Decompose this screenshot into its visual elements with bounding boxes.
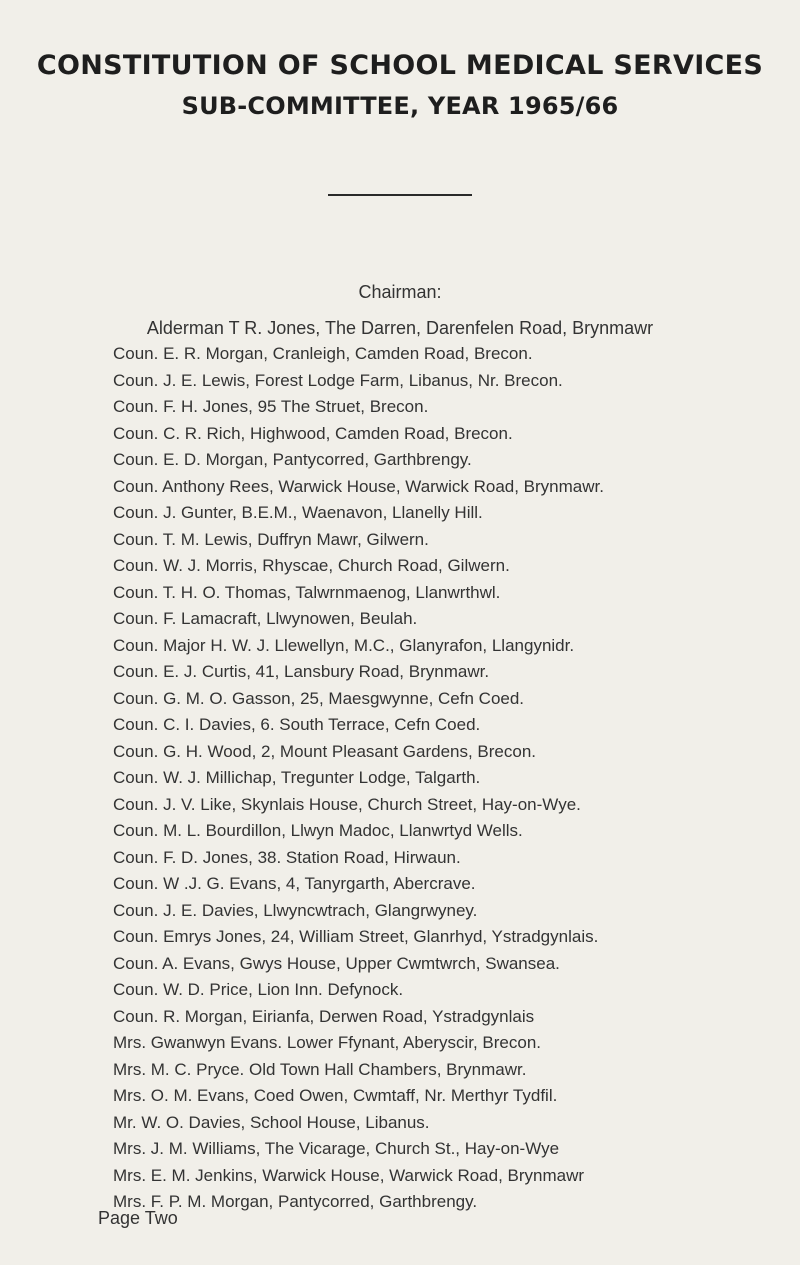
document-title: CONSTITUTION OF SCHOOL MEDICAL SERVICES <box>36 50 764 81</box>
list-item: Coun. Emrys Jones, 24, William Street, Glanrhyd, Ystradgynlais. <box>113 927 599 946</box>
list-item: Coun. G. H. Wood, 2, Mount Pleasant Gardens, Brecon. <box>113 741 537 761</box>
list-item: Coun. T. M. Lewis, Duffryn Mawr, Gilwern. <box>113 529 429 549</box>
list-item: Coun. R. Morgan, Eirianfa, Derwen Road, Ystradgynlais <box>113 1006 535 1026</box>
list-item: Coun. Major H. W. J. Llewellyn, M.C., Glanyrafon, Llangynidr. <box>113 635 575 655</box>
list-item: Coun. E. J. Curtis, 41, Lansbury Road, Brynmawr. <box>113 662 490 681</box>
list-item: Mrs. O. M. Evans, Coed Owen, Cwmtaff, Nr. Merthyr Tydfil. <box>113 1086 558 1105</box>
list-item: Coun. C. R. Rich, Highwood, Camden Road, Brecon. <box>113 423 513 443</box>
list-item: Coun. E. R. Morgan, Cranleigh, Camden Road, Brecon. <box>113 344 533 363</box>
document-subtitle: SUB-COMMITTEE, YEAR 1965/66 <box>181 92 619 120</box>
list-item: Coun. Anthony Rees, Warwick House, Warwick Road, Brynmawr. <box>113 476 604 496</box>
list-item: Mrs. M. C. Pryce. Old Town Hall Chambers, Brynmawr. <box>113 1059 527 1079</box>
list-item: Coun. M. L. Bourdillon, Llwyn Madoc, Llanwrtyd Wells. <box>113 821 523 840</box>
list-item: Mrs. Gwanwyn Evans. Lower Ffynant, Aberyscir, Brecon. <box>113 1033 541 1052</box>
title-divider <box>328 194 472 196</box>
member-list <box>113 341 604 1216</box>
list-item: Mrs. J. M. Williams, The Vicarage, Church St., Hay-on-Wye <box>113 1139 560 1158</box>
list-item: Coun. A. Evans, Gwys House, Upper Cwmtwrch, Swansea. <box>113 953 560 973</box>
chairman-label: Chairman: <box>358 282 442 302</box>
list-item: Coun. E. D. Morgan, Pantycorred, Garthbrengy. <box>113 450 472 469</box>
list-item: Coun. F. H. Jones, 95 The Struet, Brecon. <box>113 397 429 416</box>
list-item: Coun. J. Gunter, B.E.M., Waenavon, Llanelly Hill. <box>113 503 483 522</box>
list-item: Coun. W .J. G. Evans, 4, Tanyrgarth, Abercrave. <box>113 874 476 893</box>
list-item: Mr. W. O. Davies, School House, Libanus. <box>113 1112 430 1132</box>
page-number: Page Two <box>98 1208 178 1228</box>
list-item: Coun. C. I. Davies, 6. South Terrace, Cefn Coed. <box>113 715 481 734</box>
list-item: Coun. J. E. Lewis, Forest Lodge Farm, Libanus, Nr. Brecon. <box>113 370 563 390</box>
list-item: Coun. G. M. O. Gasson, 25, Maesgwynne, Cefn Coed. <box>113 688 525 708</box>
list-item: Coun. T. H. O. Thomas, Talwrnmaenog, Llanwrthwl. <box>113 582 501 602</box>
list-item: Coun. F. Lamacraft, Llwynowen, Beulah. <box>113 609 418 628</box>
list-item: Coun. J. E. Davies, Llwyncwtrach, Glangrwyney. <box>113 900 478 920</box>
list-item: Coun. F. D. Jones, 38. Station Road, Hirwaun. <box>113 847 461 867</box>
list-item: Mrs. E. M. Jenkins, Warwick House, Warwick Road, Brynmawr <box>113 1165 585 1185</box>
list-item: Mrs. F. P. M. Morgan, Pantycorred, Garthbrengy. <box>113 1192 478 1211</box>
list-item: Coun. W. J. Millichap, Tregunter Lodge, Talgarth. <box>113 768 481 787</box>
list-item: Coun. J. V. Like, Skynlais House, Church Street, Hay-on-Wye. <box>113 794 581 814</box>
chairman-name: Alderman T R. Jones, The Darren, Darenfelen Road, Brynmawr <box>146 318 654 338</box>
list-item: Coun. W. J. Morris, Rhyscae, Church Road, Gilwern. <box>113 556 510 575</box>
list-item: Coun. W. D. Price, Lion Inn. Defynock. <box>113 980 404 999</box>
